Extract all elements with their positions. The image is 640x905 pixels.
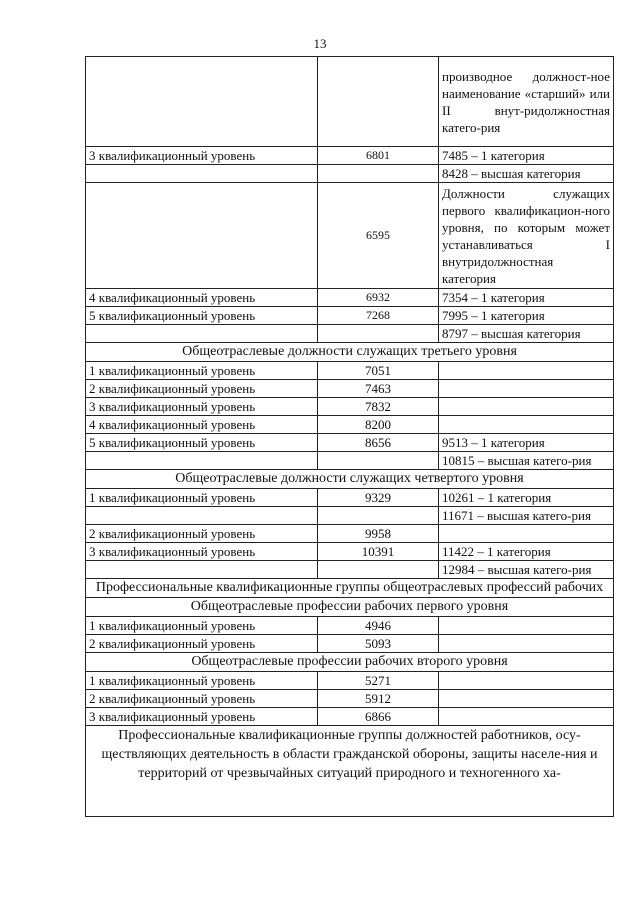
empty-cell (318, 561, 439, 579)
table-row (86, 452, 614, 470)
salary-value: 9958 (318, 525, 439, 543)
table-row (86, 561, 614, 579)
level-label: 5 квалификационный уровень (86, 307, 318, 325)
empty-cell (439, 635, 614, 653)
empty-cell (86, 561, 318, 579)
table-row (86, 489, 614, 507)
level-label: 3 квалификационный уровень (86, 147, 318, 165)
level-label: 5 квалификационный уровень (86, 434, 318, 452)
level-label: 2 квалификационный уровень (86, 690, 318, 708)
level-label: 1 квалификационный уровень (86, 617, 318, 635)
category-description: Должности служащих первого квалификацион-ного уровня, по которым может устанавливаться I внутридолжностная категория (439, 183, 614, 289)
category-value: 7485 – 1 категория (439, 147, 614, 165)
empty-cell (318, 57, 439, 147)
salary-value: 4946 (318, 617, 439, 635)
table-row (86, 635, 614, 653)
table-row (86, 398, 614, 416)
page-number: 13 (313, 36, 327, 51)
empty-cell (86, 452, 318, 470)
empty-cell (318, 452, 439, 470)
level-label: 2 квалификационный уровень (86, 635, 318, 653)
level-label: 3 квалификационный уровень (86, 398, 318, 416)
salary-value: 10391 (318, 543, 439, 561)
table-row (86, 165, 614, 183)
section-header-row (86, 726, 614, 817)
salary-value: 7051 (318, 362, 439, 380)
section-header: Общеотраслевые профессии рабочих первого уровня (86, 598, 614, 617)
category-value: 8428 – высшая категория (439, 165, 614, 183)
salary-value: 6595 (318, 183, 439, 289)
section-header-row (86, 343, 614, 362)
category-value: 10261 – 1 категория (439, 489, 614, 507)
section-header-row (86, 470, 614, 489)
table-row (86, 57, 614, 147)
section-header: Профессиональные квалификационные группы должностей работников, осу-ществляющих деятельность в области гражданской обороны, защиты населе-ния и территорий от чрезвычайных ситуаций природного и техногенного ха- (86, 726, 614, 817)
category-value (439, 398, 614, 416)
category-value: 12984 – высшая катего-рия (439, 561, 614, 579)
category-value: 10815 – высшая катего-рия (439, 452, 614, 470)
empty-cell (318, 165, 439, 183)
table-row (86, 708, 614, 726)
empty-cell (86, 325, 318, 343)
category-value (439, 380, 614, 398)
empty-cell (86, 57, 318, 147)
empty-cell (439, 708, 614, 726)
table-row (86, 183, 614, 289)
table-row (86, 362, 614, 380)
category-value (439, 416, 614, 434)
section-header: Общеотраслевые должности служащих четвертого уровня (86, 470, 614, 489)
level-label: 1 квалификационный уровень (86, 362, 318, 380)
empty-cell (86, 507, 318, 525)
salary-value: 6866 (318, 708, 439, 726)
salary-value: 5912 (318, 690, 439, 708)
empty-cell (86, 183, 318, 289)
salary-value: 5271 (318, 672, 439, 690)
salary-table (85, 56, 614, 817)
level-label: 2 квалификационный уровень (86, 525, 318, 543)
category-value (439, 362, 614, 380)
level-label: 2 квалификационный уровень (86, 380, 318, 398)
salary-value: 7463 (318, 380, 439, 398)
category-value: 11671 – высшая катего-рия (439, 507, 614, 525)
table-row (86, 543, 614, 561)
category-value: 7354 – 1 категория (439, 289, 614, 307)
section-header-row (86, 598, 614, 617)
salary-value: 6801 (318, 147, 439, 165)
level-label: 3 квалификационный уровень (86, 543, 318, 561)
table-row (86, 434, 614, 452)
table-row (86, 380, 614, 398)
empty-cell (86, 165, 318, 183)
table-row (86, 307, 614, 325)
category-value (439, 525, 614, 543)
section-header: Общеотраслевые профессии рабочих второго уровня (86, 653, 614, 672)
level-label: 4 квалификационный уровень (86, 416, 318, 434)
category-value: 11422 – 1 категория (439, 543, 614, 561)
salary-value: 7268 (318, 307, 439, 325)
level-label: 3 квалификационный уровень (86, 708, 318, 726)
category-value: 9513 – 1 категория (439, 434, 614, 452)
category-description: производное должност-ное наименование «старший» или II внут-ридолжностная катего-рия (439, 57, 614, 147)
salary-value: 6932 (318, 289, 439, 307)
table-row (86, 690, 614, 708)
salary-value: 5093 (318, 635, 439, 653)
salary-value: 8656 (318, 434, 439, 452)
table-row (86, 617, 614, 635)
table-row (86, 672, 614, 690)
section-header-row (86, 579, 614, 598)
table-row (86, 525, 614, 543)
section-header-row (86, 653, 614, 672)
empty-cell (439, 672, 614, 690)
table-row (86, 289, 614, 307)
empty-cell (318, 507, 439, 525)
table-row (86, 507, 614, 525)
table-row (86, 416, 614, 434)
category-value: 8797 – высшая категория (439, 325, 614, 343)
table-row (86, 325, 614, 343)
salary-value: 9329 (318, 489, 439, 507)
empty-cell (439, 617, 614, 635)
category-value: 7995 – 1 категория (439, 307, 614, 325)
level-label: 1 квалификационный уровень (86, 672, 318, 690)
section-header: Профессиональные квалификационные группы общеотраслевых профессий рабочих (86, 579, 614, 598)
level-label: 4 квалификационный уровень (86, 289, 318, 307)
salary-value: 8200 (318, 416, 439, 434)
level-label: 1 квалификационный уровень (86, 489, 318, 507)
salary-value: 7832 (318, 398, 439, 416)
empty-cell (439, 690, 614, 708)
empty-cell (318, 325, 439, 343)
section-header: Общеотраслевые должности служащих третьего уровня (86, 343, 614, 362)
table-row (86, 147, 614, 165)
